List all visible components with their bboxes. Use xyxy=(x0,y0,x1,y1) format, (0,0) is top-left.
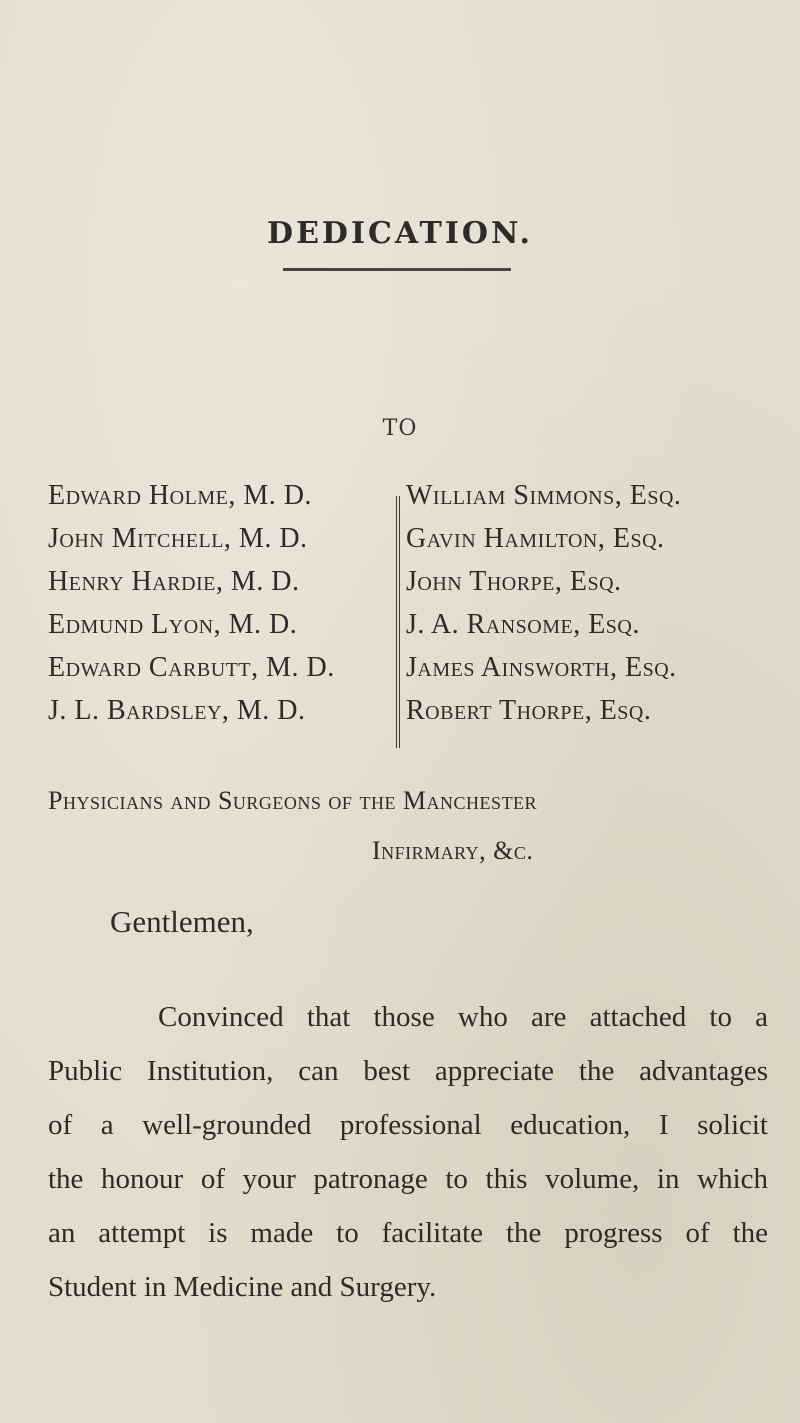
dedicatee-left: Edward Holme, M. D. xyxy=(48,480,312,511)
dedicatee-right: John Thorpe, Esq. xyxy=(406,566,622,597)
paragraph-line: an attempt is made to facilitate the progress of the xyxy=(48,1217,768,1249)
dedicatee-right: J. A. Ransome, Esq. xyxy=(406,609,640,640)
title-rule xyxy=(283,268,511,271)
paragraph-line: Public Institution, can best appreciate the advantages xyxy=(48,1055,768,1087)
paragraph-line: of a well-grounded professional education, I solicit xyxy=(48,1109,768,1141)
page-title: DEDICATION. xyxy=(267,216,533,251)
dedicatee-left: John Mitchell, M. D. xyxy=(48,523,308,554)
paragraph-line: Student in Medicine and Surgery. xyxy=(48,1271,437,1303)
dedicatee-right: Robert Thorpe, Esq. xyxy=(406,695,652,726)
dedicatee-left: Edward Carbutt, M. D. xyxy=(48,652,335,683)
physicians-line-2: Infirmary, &c. xyxy=(372,836,534,865)
physicians-line xyxy=(48,776,768,876)
physicians-line-1: Physicians and Surgeons of the Manchester xyxy=(48,786,538,815)
column-divider xyxy=(396,496,400,748)
dedicatee-right: James Ainsworth, Esq. xyxy=(406,652,677,683)
salutation: Gentlemen, xyxy=(110,904,254,939)
dedication-paragraph xyxy=(48,990,768,1314)
dedicatee-left: J. L. Bardsley, M. D. xyxy=(48,695,306,726)
paragraph-line: Convinced that those who are attached to a xyxy=(158,1001,768,1033)
dedicatee-right: William Simmons, Esq. xyxy=(406,480,682,511)
to-label: TO xyxy=(382,416,418,441)
dedicatee-left: Henry Hardie, M. D. xyxy=(48,566,300,597)
paragraph-line: the honour of your patronage to this volume, in which xyxy=(48,1163,768,1195)
dedicatee-left: Edmund Lyon, M. D. xyxy=(48,609,298,640)
dedicatee-right: Gavin Hamilton, Esq. xyxy=(406,523,665,554)
